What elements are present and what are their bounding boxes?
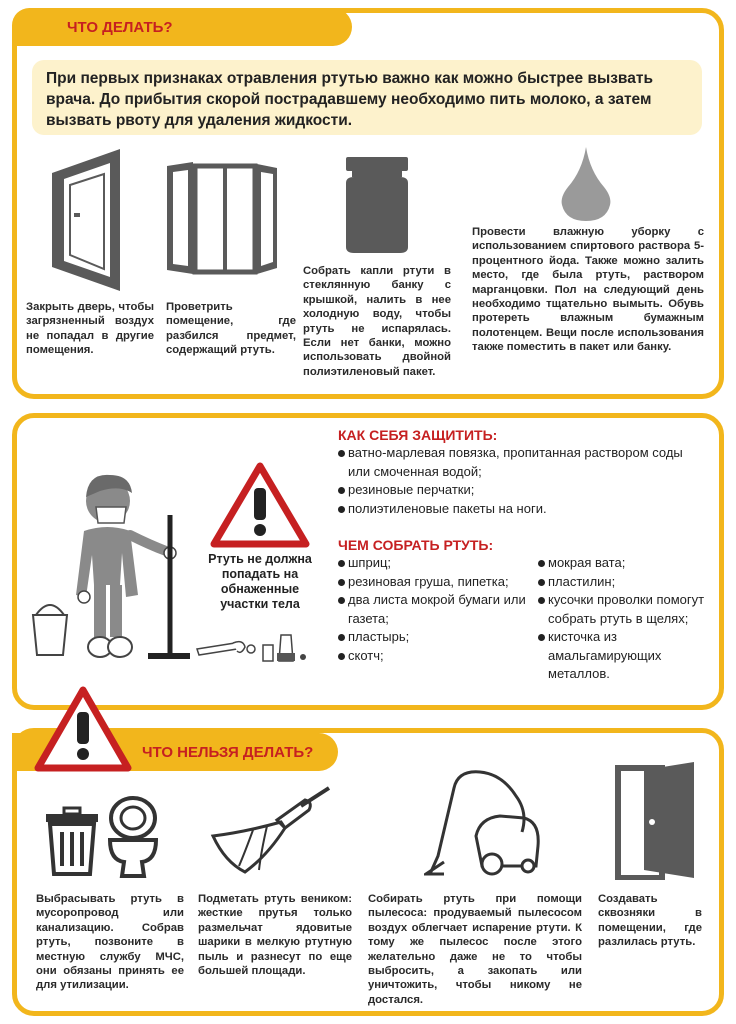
list-item: пластырь;: [338, 628, 534, 647]
dont-trash: Выбрасывать ртуть в мусоропровод или канализацию. Собрав ртуть, позвоните в местную службу МЧС, они обязаны принять ее для утилизации.: [36, 893, 184, 992]
protect-title: КАК СЕБЯ ЗАЩИТИТЬ:: [338, 427, 498, 443]
list-item: кусочки проволки помогут собрать ртуть в щелях;: [538, 591, 716, 628]
panel1-title-tab: [12, 8, 352, 46]
dont-draft: Создавать сквозняки в помещении, где разлилась ртуть.: [598, 893, 702, 949]
list-item: скотч;: [338, 647, 534, 666]
collect-list-left: [338, 554, 534, 665]
open-door-icon: [48, 145, 130, 295]
trash-bin-icon: [44, 806, 100, 876]
vacuum-cleaner-icon: [424, 766, 544, 878]
collect-title: ЧЕМ СОБРАТЬ РТУТЬ:: [338, 537, 494, 553]
dont-broom: Подметать ртуть веником: жесткие прутья только размельчат ядовитые шарики в мелкую ртутную пыль и разнесут по еще большей площади.: [198, 893, 352, 978]
toilet-icon: [104, 796, 162, 880]
collection-tools-illustration: [195, 625, 315, 665]
step-close-door: Закрыть дверь, чтобы загрязненный воздух не попадал в другие помещения.: [26, 301, 154, 357]
step-ventilate: Проветрить помещение, где разбился предмет, содержащий ртуть.: [166, 301, 296, 357]
list-item: кисточка из амальгамирующих металлов.: [538, 628, 716, 684]
warning-triangle-icon: [210, 462, 310, 548]
protect-list: [338, 444, 708, 518]
list-item: ватно-марлевая повязка, пропитанная раствором соды или смоченная водой;: [338, 444, 708, 481]
jar-icon: [342, 155, 412, 255]
dont-vacuum: Собирать ртуть при помощи пылесоса: продуваемый пылесосом воздух облегчает испарение ртути. К тому же пылесос после этого желательно даже не то чтобы выбросить, а закопать или уничтожить, чтобы никому не достался.: [368, 893, 582, 1006]
panel1-intro: При первых признаках отравления ртутью важно как можно быстрее вызвать врача. До прибытия скорой пострадавшему необходимо пить молоко, а затем вызвать рвоту для удаления жидкости.: [32, 60, 702, 135]
warning-triangle-icon: [34, 686, 132, 772]
list-item: пластилин;: [538, 573, 716, 592]
panel3-title: ЧТО НЕЛЬЗЯ ДЕЛАТЬ?: [142, 743, 314, 761]
door-icon: [614, 760, 698, 880]
list-item: полиэтиленовые пакеты на ноги.: [338, 500, 708, 519]
list-item: мокрая вата;: [538, 554, 716, 573]
broom-icon: [205, 782, 335, 877]
drop-icon: [560, 145, 612, 223]
collect-list-right: [538, 554, 716, 684]
window-icon: [163, 160, 281, 278]
person-with-mop-illustration: [30, 465, 190, 665]
step-wet-cleaning: Провести влажную уборку с использованием спиртового раствора 5-процентного йода. Также можно залить место, где была ртуть, раствором марганцовки. Пол на следующий день необходимо тщательно вымыть. Обувь протереть влажным бумажным полотенцем. Вещи после использования также поместить в пакет или банку.: [472, 226, 704, 354]
warning-text: Ртуть не должна попадать на обнаженные участки тела: [208, 552, 312, 611]
step-collect-drops: Собрать капли ртути в стеклянную банку с крышкой, налить в нее холодную воду, чтобы ртуть не испарялась. Если нет банки, можно использовать двойной полиэтиленовый пакет.: [303, 265, 451, 378]
list-item: два листа мокрой бумаги или газета;: [338, 591, 534, 628]
list-item: резиновая груша, пипетка;: [338, 573, 534, 592]
list-item: резиновые перчатки;: [338, 481, 708, 500]
list-item: шприц;: [338, 554, 534, 573]
panel1-title: ЧТО ДЕЛАТЬ?: [67, 18, 173, 36]
